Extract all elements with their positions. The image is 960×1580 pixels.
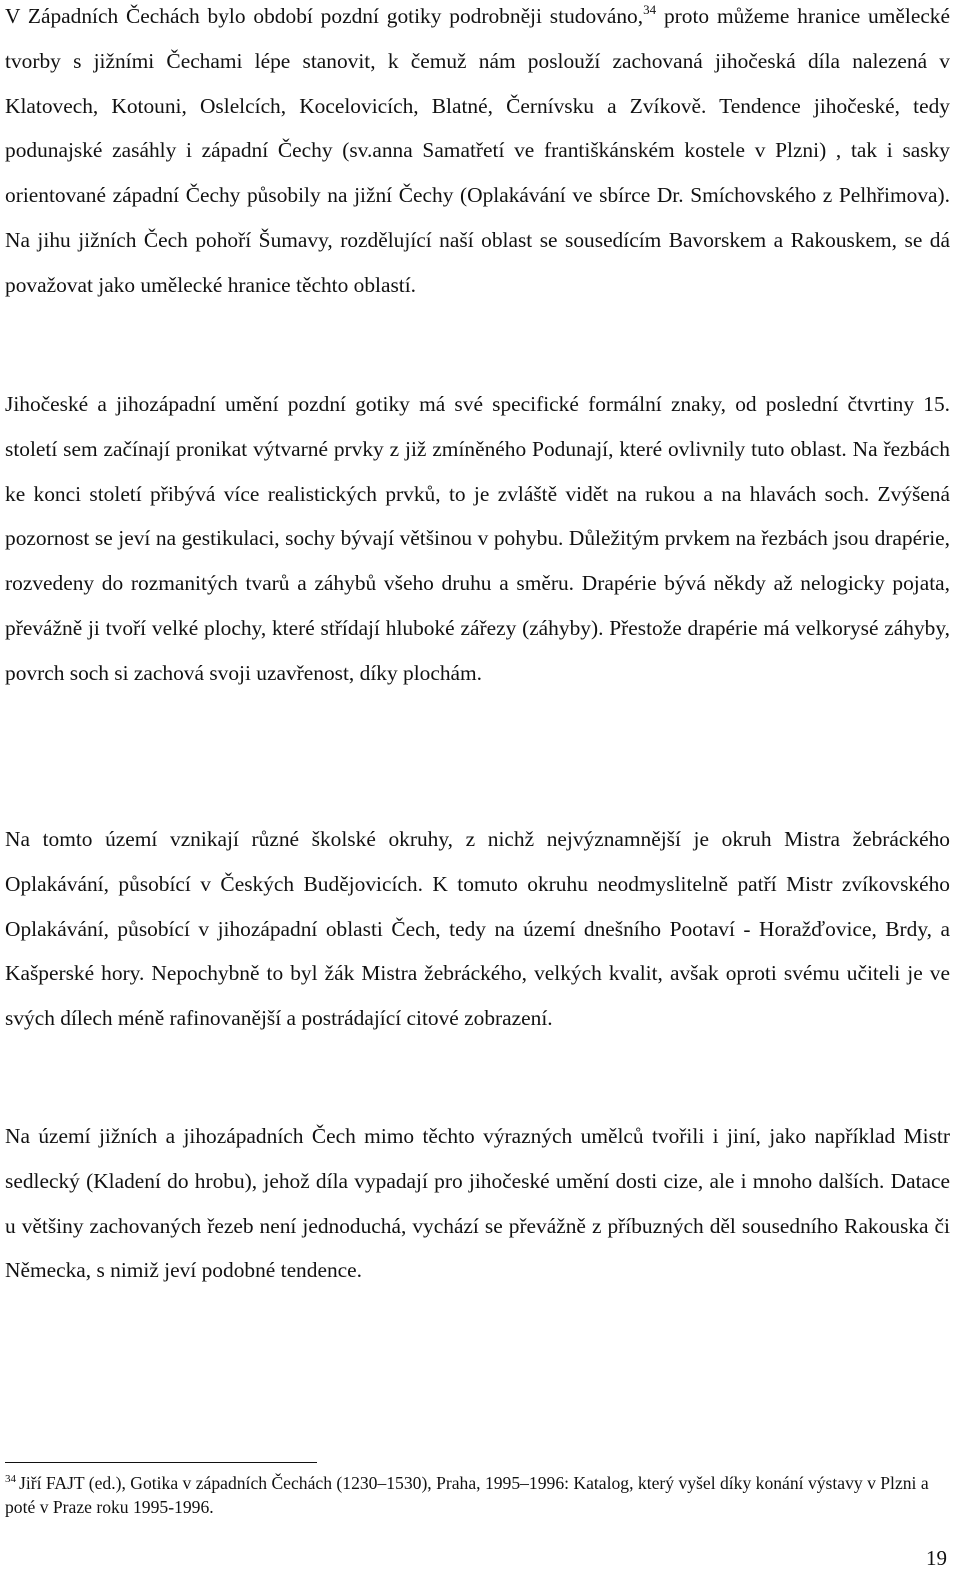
paragraph-1 [5,0,950,308]
paragraph-1-text-start: V Západních Čechách bylo období pozdní gotiky podrobněji studováno, [5,4,644,28]
paragraph-4: Na území jižních a jihozápadních Čech mimo těchto výrazných umělců tvořili i jiní, jako například Mistr sedlecký (Kladení do hrobu), jehož díla vypadají pro jihočeské umění dosti cize, ale i mnoho dalších. Datace u většiny zachovaných řezeb není jednoduchá, vychází se převážně z příbuzných děl sousedního Rakouska či Německa, s nimiž jeví podobné tendence. [5,1124,950,1283]
page-number: 19 [926,1546,947,1570]
footnote-separator [5,1462,317,1463]
footnote-reference[interactable]: 34 [643,2,657,17]
paragraph-1-text-end: proto můžeme hranice umělecké tvorby s jižními Čechami lépe stanovit, k čemuž nám poslouží zachovaná jihočeská díla nalezená v Klatovech, Kotouni, Oslelcích, Kocelovicích, Blatné, Černívsku a Zvíkově. Tendence jihočeské, tedy podunajské zasáhly i západní Čechy (sv.anna Samatřetí ve františkánském kostele v Plzni) , tak i sasky orientované západní Čechy působily na jižní Čechy (Oplakávání ve sbírce Dr. Smíchovského z Pelhřimova). Na jihu jižních Čech pohoří Šumavy, rozdělující naší oblast se sousedícím Bavorskem a Rakouskem, se dá považovat jako umělecké hranice těchto oblastí. [5,4,951,297]
paragraph-3: Na tomto území vznikají různé školské okruhy, z nichž nejvýznamnější je okruh Mistra žebráckého Oplakávání, působící v Českých Budějovicích. K tomuto okruhu neodmyslitelně patří Mistr zvíkovského Oplakávání, působící v jihozápadní oblasti Čech, tedy na území dnešního Pootaví - Horažďovice, Brdy, a Kašperské hory. Nepochybně to byl žák Mistra žebráckého, velkých kvalit, avšak oproti svému učiteli je ve svých dílech méně rafinovanější a postrádající citové zobrazení. [5,827,950,1031]
document-page [5,0,950,1580]
paragraph-2: Jihočeské a jihozápadní umění pozdní gotiky má své specifické formální znaky, od poslední čtvrtiny 15. století sem začínají pronikat výtvarné prvky z již zmíněného Podunají, které ovlivnily tuto oblast. Na řezbách ke konci století přibývá více realistických prvků, to je zvláště vidět na rukou a na hlavách soch. Zvýšená pozornost se jeví na gestikulaci, sochy bývají většinou v pohybu. Důležitým prvkem na řezbách jsou drapérie, rozvedeny do rozmanitých tvarů a záhybů všeho druhu a směru. Drapérie bývá někdy až nelogicky pojata, převážně ji tvoří velké plochy, které střídají hluboké zářezy (záhyby). Přestože drapérie má velkorysé záhyby, povrch soch si zachová svoji uzavřenost, díky plochám. [5,392,950,685]
footnote-number: 34 [5,1473,16,1485]
footnote [5,1471,950,1519]
footnote-text: Jiří FAJT (ed.), Gotika v západních Čechách (1230–1530), Praha, 1995–1996: Katalog, který vyšel díky konání výstavy v Plzni a poté v Praze roku 1995-1996. [5,1473,929,1517]
